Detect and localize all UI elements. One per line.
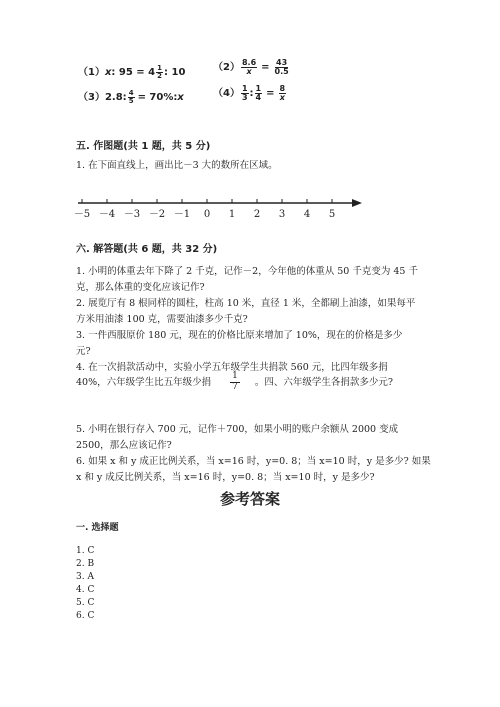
equation-text: : 95 = 4 [111, 67, 156, 78]
fraction-numerator: 43 [276, 57, 288, 67]
equation-3 [78, 88, 184, 105]
equation-1 [78, 63, 185, 80]
number-line-tick-label: 0 [203, 209, 211, 220]
question-line: 2. 展览厅有 8 根同样的圆柱，柱高 10 米，直径 1 米，全都刷上油漆，如果每平 [76, 298, 416, 309]
section-5-heading: 五. 作图题(共 1 题，共 5 分) [76, 141, 211, 152]
number-line-tick-label: －3 [123, 209, 141, 220]
equation-text: 2.8: [104, 92, 127, 103]
equals-sign: = [266, 88, 275, 99]
fraction [274, 59, 290, 76]
equation-label: （2） [213, 62, 240, 73]
fraction [279, 85, 287, 102]
number-line [70, 193, 370, 225]
section-6-heading: 六. 解答题(共 6 题，共 32 分) [76, 244, 218, 255]
number-line-tick-label: 1 [228, 209, 236, 220]
equation-4 [213, 84, 287, 102]
fraction-numerator: 8 [279, 83, 286, 93]
fraction [255, 85, 263, 102]
fraction [156, 65, 163, 80]
fraction [241, 85, 249, 102]
question-line: 4. 在一次捐款活动中，实验小学五年级学生共捐款 560 元，比四年级多捐 [76, 362, 388, 373]
answer-item: 6. C [76, 611, 95, 621]
question-line: 1. 小明的体重去年下降了 2 千克，记作－2，今年他的体重从 50 千克变为 45 千 [76, 266, 418, 277]
answer-item: 4. C [76, 585, 95, 595]
fraction-denominator: 4 [255, 92, 262, 102]
equation-var: x [104, 67, 112, 78]
answer-list [76, 545, 94, 623]
fraction-denominator: 3 [241, 92, 248, 102]
question-line: 方米用油漆 100 克，需要油漆多少千克? [76, 314, 248, 325]
fraction-numerator: 4 [128, 88, 134, 97]
arrow-head-icon [352, 199, 362, 207]
answers-heading: 一. 选择题 [76, 523, 119, 533]
fraction-denominator: x [279, 92, 285, 102]
equation-var: x [177, 92, 184, 103]
equation-text: : 10 [164, 67, 186, 78]
fraction [128, 90, 135, 105]
fraction-denominator: 2 [157, 71, 162, 80]
question-line: 40%，六年级学生比五年级少捐 [76, 376, 212, 388]
number-line-tick-label: －4 [98, 209, 116, 220]
fraction-denominator: 0.5 [274, 66, 289, 76]
number-line-tick-label: －1 [173, 209, 191, 220]
question-5-1: 1. 在下面直线上，画出比－3 大的数所在区域。 [76, 160, 278, 171]
fraction [230, 372, 240, 393]
number-line-tick-label: 5 [328, 209, 336, 220]
equation-text: = 70%: [137, 92, 178, 103]
question-line: 6. 如果 x 和 y 成正比例关系，当 x=16 时，y=0. 8；当 x=10 时，y 是多少? 如果 [76, 456, 431, 467]
number-line-tick-label: 3 [278, 209, 286, 220]
question-6-4-continued [76, 372, 393, 393]
fraction-denominator: 7 [232, 381, 238, 392]
fraction-numerator: 8.6 [241, 57, 257, 67]
equation-2 [213, 58, 291, 76]
question-line: 2500，那么应该记作? [76, 440, 172, 451]
number-line-tick-label: 2 [253, 209, 261, 220]
question-line: 。四、六年级学生各捐款多少元? [254, 376, 394, 388]
answer-item: 3. A [76, 572, 94, 582]
question-line: 克，那么体重的变化应该记作? [76, 282, 205, 293]
question-line: 5. 小明在银行存入 700 元，记作＋700，如果小明的账户余额从 2000 变成 [76, 424, 399, 435]
answer-item: 5. C [76, 598, 95, 608]
fraction-numerator: 1 [241, 83, 248, 93]
question-line: x 和 y 成反比例关系，当 x=16 时，y=0. 8；当 x=10 时，y 是多少? [76, 472, 375, 483]
question-line: 元? [76, 346, 91, 357]
fraction-numerator: 1 [157, 63, 162, 72]
number-line-tick-label: －5 [73, 209, 91, 220]
fraction-denominator: 5 [128, 96, 134, 105]
number-line-tick-label: 4 [303, 209, 311, 220]
equation-label: （1） [78, 67, 105, 78]
ratio-sign: : [249, 88, 254, 99]
question-6-1 [76, 264, 418, 376]
question-line: 3. 一件西服原价 180 元，现在的价格比原来增加了 10%，现在的价格是多少 [76, 330, 403, 341]
fraction [241, 59, 257, 76]
equals-sign: = [261, 62, 270, 73]
answer-item: 1. C [76, 546, 95, 556]
question-6-5 [76, 422, 431, 486]
equation-label: （4） [213, 88, 240, 99]
answer-item: 2. B [76, 559, 95, 569]
fraction-numerator: 1 [255, 83, 262, 93]
fraction-denominator: x [246, 66, 252, 76]
number-line-tick-label: －2 [148, 209, 166, 220]
equation-label: （3） [78, 92, 105, 103]
answers-title: 参考答案 [219, 490, 280, 508]
fraction-numerator: 1 [232, 371, 238, 381]
